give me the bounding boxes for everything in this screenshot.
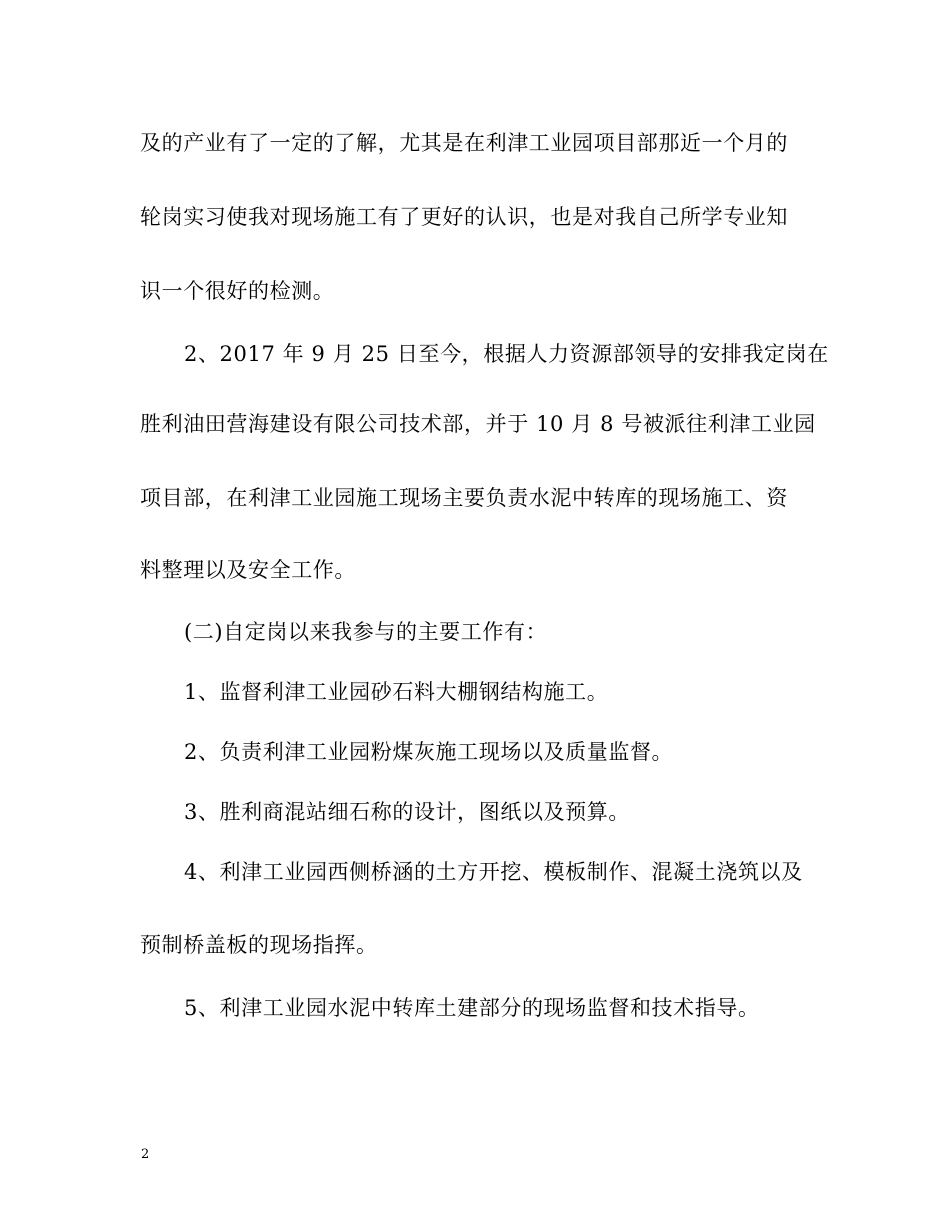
list-item: 1、监督利津工业园砂石料大棚钢结构施工。: [184, 680, 609, 704]
paragraph-line: 项目部，在利津工业园施工现场主要负责水泥中转库的现场施工、资: [140, 486, 788, 510]
list-item: 3、胜利商混站细石称的设计，图纸以及预算。: [184, 800, 630, 824]
paragraph-line: 识一个很好的检测。: [140, 279, 335, 303]
paragraph-line: 胜利油田营海建设有限公司技术部，并于 10 月 8 号被派往利津工业园: [140, 412, 816, 436]
list-item: 2、负责利津工业园粉煤灰施工现场以及质量监督。: [184, 740, 674, 764]
list-item: 4、利津工业园西侧桥涵的土方开挖、模板制作、混凝土浇筑以及: [184, 860, 803, 884]
paragraph-line: 预制桥盖板的现场指挥。: [140, 933, 378, 957]
paragraph-line: 料整理以及安全工作。: [140, 558, 356, 582]
list-item: 5、利津工业园水泥中转库土建部分的现场监督和技术指导。: [184, 996, 760, 1020]
paragraph-line: (二)自定岗以来我参与的主要工作有：: [184, 620, 548, 644]
paragraph-line: 及的产业有了一定的了解，尤其是在利津工业园项目部那近一个月的: [140, 131, 788, 155]
page-number: 2: [141, 1147, 150, 1162]
paragraph-line: 2、2017 年 9 月 25 日至今，根据人力资源部领导的安排我定岗在: [184, 342, 829, 366]
paragraph-line: 轮岗实习使我对现场施工有了更好的认识，也是对我自己所学专业知: [140, 205, 788, 229]
